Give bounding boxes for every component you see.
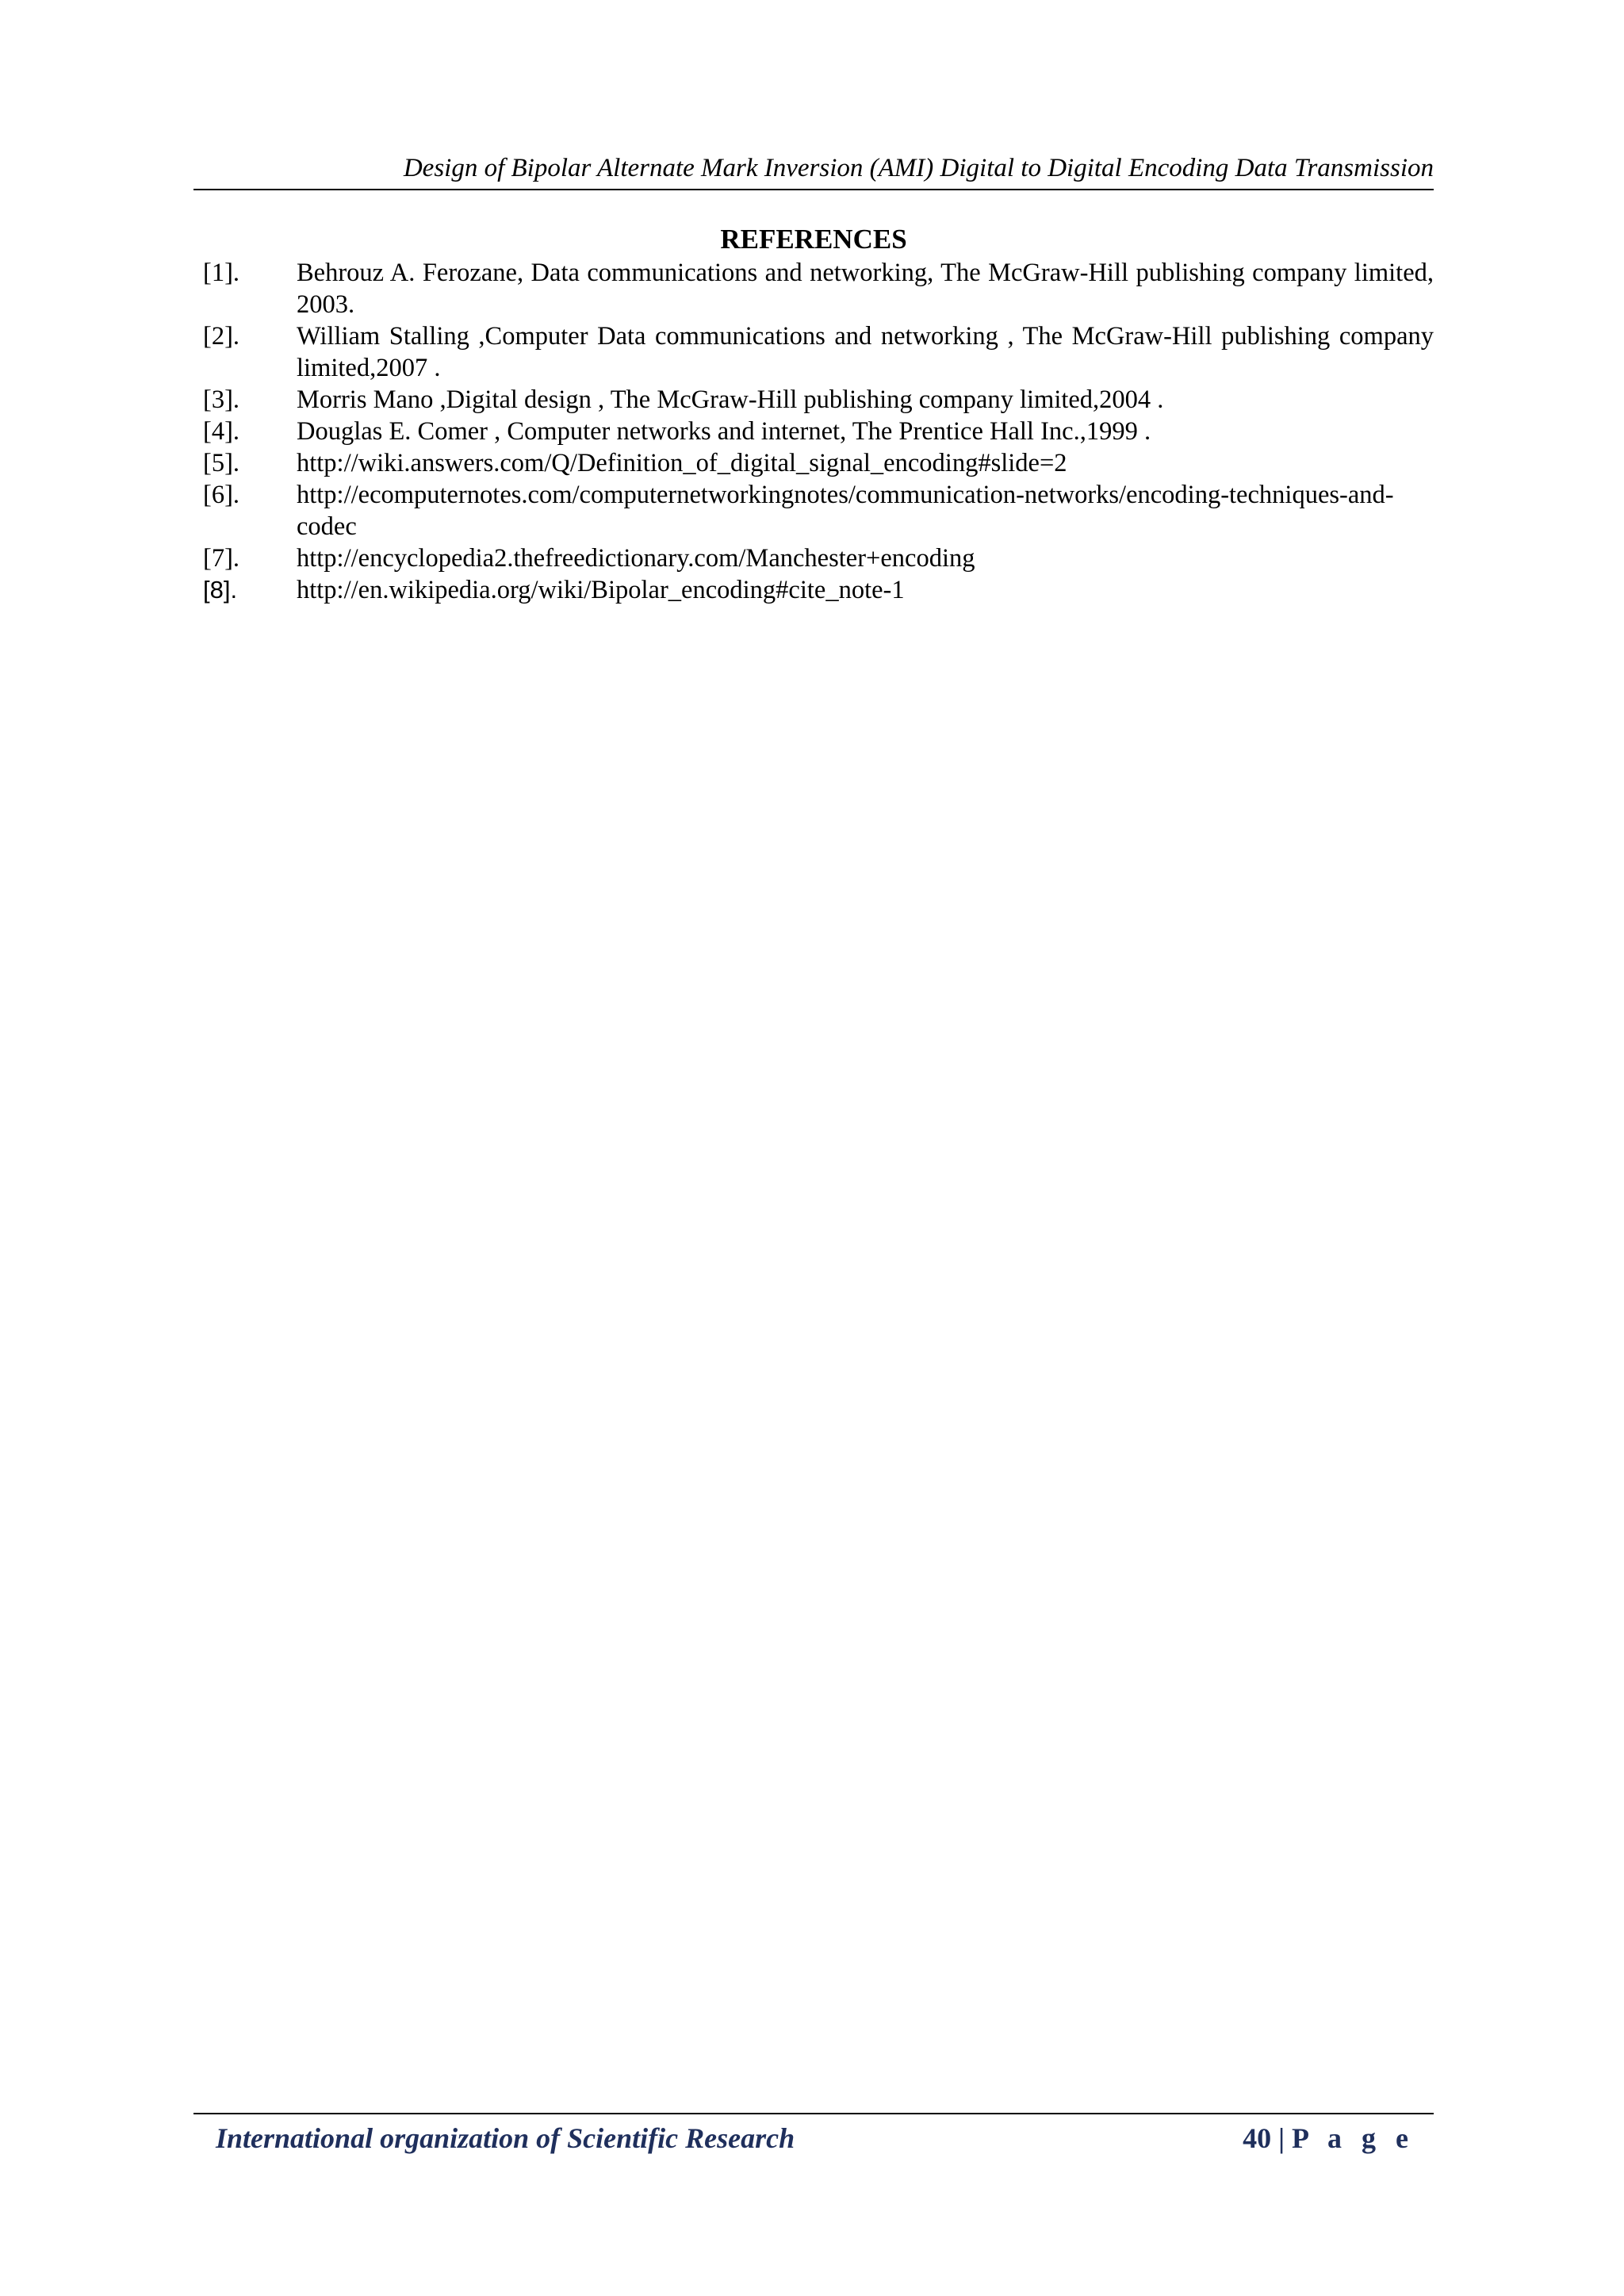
- reference-number: [1].: [203, 259, 240, 287]
- journal-name: International organization of Scientific Research: [216, 2122, 795, 2154]
- reference-number: [3].: [203, 385, 240, 414]
- reference-number: [8].: [203, 576, 238, 604]
- reference-number: [4].: [203, 417, 240, 446]
- reference-item-2: [203, 320, 1434, 384]
- reference-item-7: [203, 542, 1434, 574]
- reference-item-4: [203, 416, 1434, 447]
- references-heading: REFERENCES: [720, 224, 907, 255]
- reference-item-8: [203, 574, 1434, 606]
- page-word: P a g e: [1292, 2122, 1415, 2154]
- page-separator: |: [1278, 2122, 1285, 2154]
- reference-item-1: [203, 257, 1434, 320]
- reference-number: [2].: [203, 322, 240, 351]
- reference-text: Behrouz A. Ferozane, Data communications and networking, The McGraw-Hill publishing company limited, 2003.: [297, 259, 1434, 319]
- reference-number: [7].: [203, 544, 240, 573]
- reference-link[interactable]: http://wiki.answers.com/Q/Definition_of_digital_signal_encoding#slide=2: [297, 449, 1067, 477]
- reference-item-6: [203, 479, 1434, 542]
- reference-number: [5].: [203, 449, 240, 477]
- footer-rule: [193, 2113, 1434, 2114]
- running-header: Design of Bipolar Alternate Mark Inversion (AMI) Digital to Digital Encoding Data Transmission: [403, 154, 1434, 182]
- reference-number: [6].: [203, 481, 240, 509]
- reference-link[interactable]: http://encyclopedia2.thefreedictionary.com/Manchester+encoding: [297, 544, 975, 573]
- reference-text: Douglas E. Comer , Computer networks and internet, The Prentice Hall Inc.,1999 .: [297, 417, 1151, 446]
- reference-text: William Stalling ,Computer Data communications and networking , The McGraw-Hill publishing company limited,2007 .: [297, 322, 1434, 382]
- reference-text: Morris Mano ,Digital design , The McGraw-Hill publishing company limited,2004 .: [297, 385, 1164, 414]
- reference-item-3: [203, 384, 1434, 416]
- reference-item-5: [203, 447, 1434, 479]
- reference-link[interactable]: http://en.wikipedia.org/wiki/Bipolar_encoding#cite_note-1: [297, 576, 905, 604]
- reference-list: [203, 257, 1434, 606]
- page-number: 40: [1243, 2122, 1272, 2154]
- reference-link[interactable]: http://ecomputernotes.com/computernetworkingnotes/communication-networks/encoding-techniques-and-codec: [297, 481, 1394, 541]
- header-rule: [193, 189, 1434, 190]
- page-indicator: [1243, 2119, 1415, 2157]
